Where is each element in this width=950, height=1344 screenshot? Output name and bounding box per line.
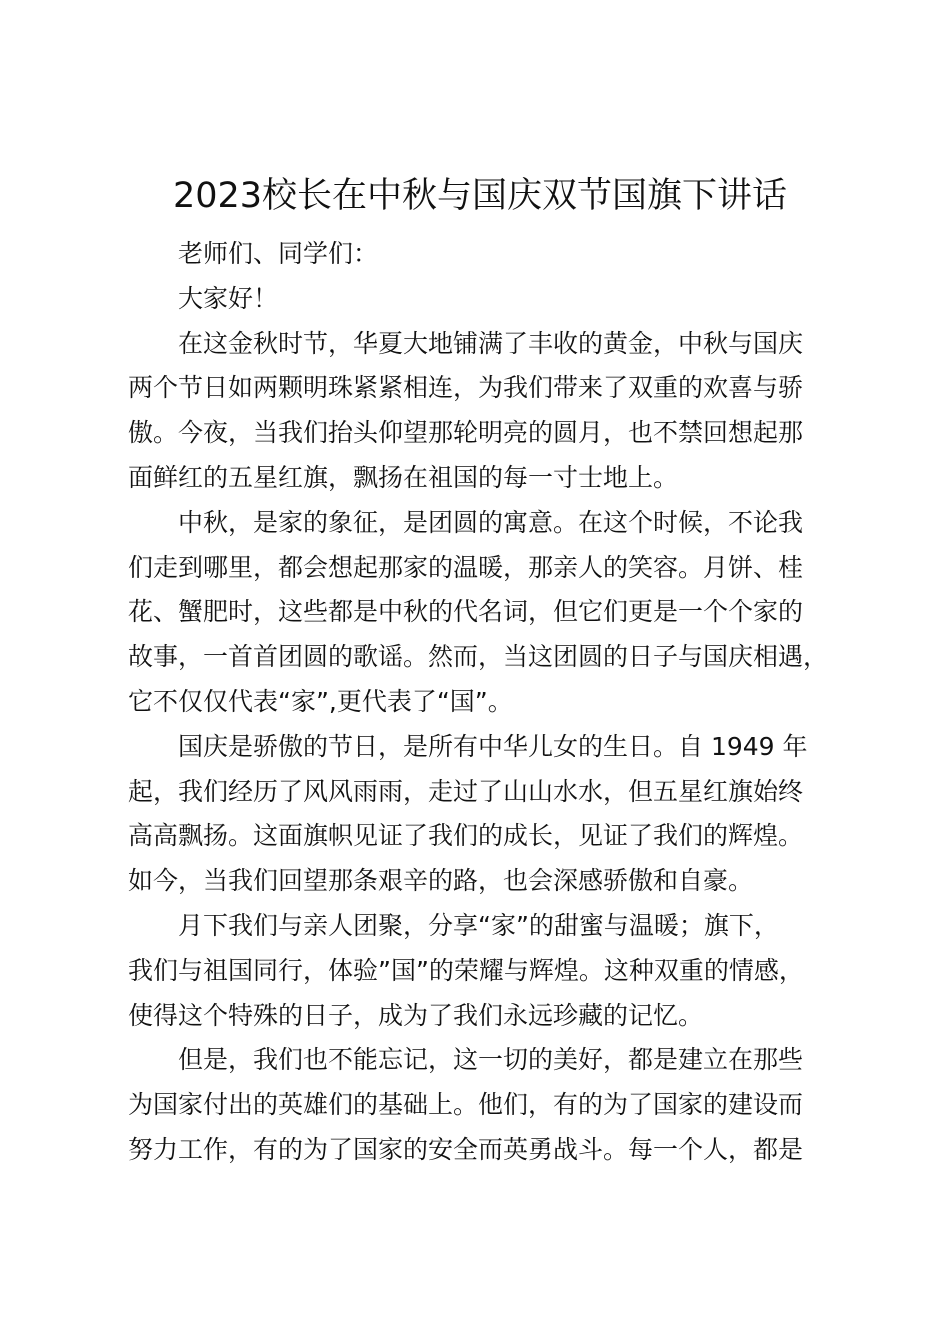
text-line: 在这金秋时节，华夏大地铺满了丰收的黄金，中秋与国庆: [178, 328, 804, 358]
text-line: 但是，我们也不能忘记，这一切的美好，都是建立在那些: [178, 1045, 804, 1075]
document-body: [128, 232, 858, 1173]
text-line: 努力工作，有的为了国家的安全而英勇战斗。每一个人，都是: [128, 1134, 804, 1164]
text-line: 老师们、同学们：: [178, 239, 379, 268]
text-line: 月下我们与亲人团聚，分享“家”的甜蜜与温暖；旗下，: [178, 910, 779, 940]
document-title: 2023校长在中秋与国庆双节国旗下讲话: [172, 176, 788, 216]
text-line: 使得这个特殊的日子，成为了我们永远珍藏的记忆。: [128, 1000, 704, 1030]
text-line: 如今，当我们回望那条艰辛的路，也会深感骄傲和自豪。: [128, 866, 754, 896]
text-line: 它不仅仅代表“家”,更代表了“国”。: [128, 686, 513, 716]
text-line: 高高飘扬。这面旗帜见证了我们的成长，见证了我们的辉煌。: [128, 821, 804, 851]
text-line: 故事，一首首团圆的歌谣。然而，当这团圆的日子与国庆相遇，: [128, 642, 829, 672]
text-line: 中秋，是家的象征，是团圆的寓意。在这个时候，不论我: [178, 507, 804, 537]
text-line: 起，我们经历了风风雨雨，走过了山山水水，但五星红旗始终: [128, 776, 804, 806]
text-line: 我们与祖国同行，体验”国”的荣耀与辉煌。这种双重的情感，: [128, 955, 804, 985]
text-line: 两个节日如两颗明珠紧紧相连，为我们带来了双重的欢喜与骄: [128, 373, 804, 403]
text-line: 国庆是骄傲的节日，是所有中华儿女的生日。自 1949 年: [178, 731, 808, 761]
text-line: 大家好！: [178, 283, 279, 313]
text-line: 傲。今夜，当我们抬头仰望那轮明亮的圆月，也不禁回想起那: [128, 418, 804, 448]
text-line: 们走到哪里，都会想起那家的温暖，那亲人的笑容。月饼、桂: [128, 552, 804, 582]
text-line: 为国家付出的英雄们的基础上。他们，有的为了国家的建设而: [128, 1090, 804, 1120]
text-line: 花、蟹肥时，这些都是中秋的代名词，但它们更是一个个家的: [128, 597, 804, 627]
text-line: 面鲜红的五星红旗，飘扬在祖国的每一寸士地上。: [128, 462, 679, 492]
